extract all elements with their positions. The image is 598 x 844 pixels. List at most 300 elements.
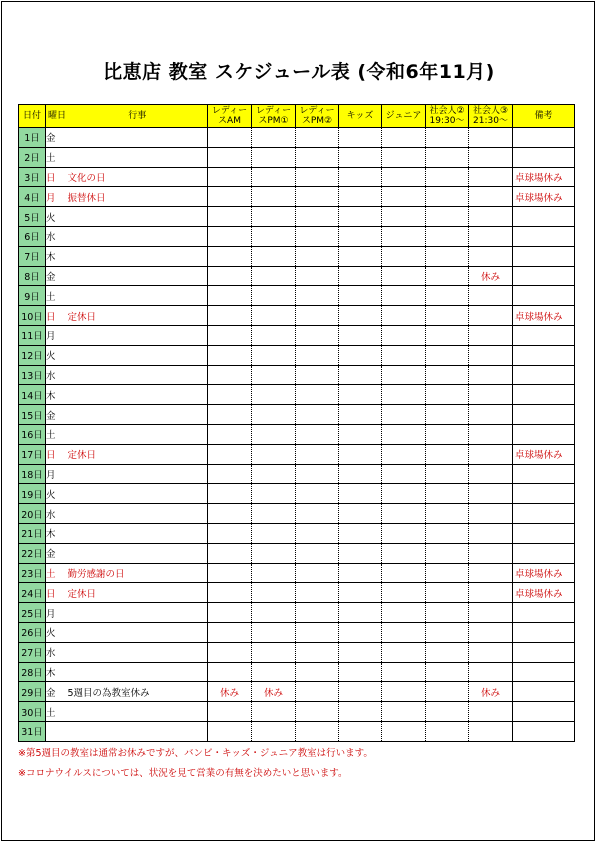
remarks-cell bbox=[513, 325, 575, 345]
table-row bbox=[19, 286, 575, 306]
slot-lady-pm1 bbox=[252, 167, 296, 187]
weekday-cell bbox=[46, 721, 68, 741]
event-cell bbox=[68, 266, 208, 286]
remarks-cell bbox=[513, 226, 575, 246]
slot-kids bbox=[339, 405, 382, 425]
slot-lady-am bbox=[208, 306, 252, 326]
event-cell bbox=[68, 603, 208, 623]
slot-lady-am bbox=[208, 504, 252, 524]
slot-adult3 bbox=[469, 504, 513, 524]
slot-adult2 bbox=[426, 345, 469, 365]
slot-junior bbox=[382, 405, 426, 425]
event-cell: 定休日 bbox=[68, 306, 208, 326]
remarks-cell: 卓球場休み bbox=[513, 167, 575, 187]
weekday-cell: 木 bbox=[46, 246, 68, 266]
date-cell: 11日 bbox=[19, 325, 46, 345]
slot-lady-pm1 bbox=[252, 504, 296, 524]
slot-adult3 bbox=[469, 563, 513, 583]
weekday-cell: 金 bbox=[46, 128, 68, 148]
date-cell: 24日 bbox=[19, 583, 46, 603]
slot-adult3 bbox=[469, 662, 513, 682]
slot-lady-am bbox=[208, 226, 252, 246]
slot-lady-am bbox=[208, 721, 252, 741]
slot-lady-pm1 bbox=[252, 306, 296, 326]
slot-junior bbox=[382, 622, 426, 642]
slot-lady-pm1 bbox=[252, 147, 296, 167]
slot-adult3 bbox=[469, 226, 513, 246]
slot-junior bbox=[382, 642, 426, 662]
event-cell: 定休日 bbox=[68, 444, 208, 464]
weekday-cell: 金 bbox=[46, 682, 68, 702]
slot-adult2 bbox=[426, 325, 469, 345]
remarks-cell bbox=[513, 385, 575, 405]
slot-junior bbox=[382, 345, 426, 365]
slot-lady-pm2 bbox=[296, 306, 339, 326]
weekday-cell: 水 bbox=[46, 504, 68, 524]
event-cell bbox=[68, 543, 208, 563]
slot-kids bbox=[339, 128, 382, 148]
slot-adult3 bbox=[469, 424, 513, 444]
remarks-cell bbox=[513, 642, 575, 662]
event-cell: 振替休日 bbox=[68, 187, 208, 207]
slot-adult3 bbox=[469, 385, 513, 405]
slot-lady-pm1 bbox=[252, 662, 296, 682]
slot-lady-am bbox=[208, 603, 252, 623]
slot-lady-pm1 bbox=[252, 702, 296, 722]
date-cell: 7日 bbox=[19, 246, 46, 266]
slot-kids bbox=[339, 444, 382, 464]
date-cell: 21日 bbox=[19, 523, 46, 543]
date-cell: 13日 bbox=[19, 365, 46, 385]
date-cell: 4日 bbox=[19, 187, 46, 207]
event-cell: 文化の日 bbox=[68, 167, 208, 187]
slot-junior bbox=[382, 444, 426, 464]
slot-lady-am bbox=[208, 444, 252, 464]
slot-lady-pm1 bbox=[252, 385, 296, 405]
remarks-cell bbox=[513, 702, 575, 722]
slot-adult3 bbox=[469, 187, 513, 207]
slot-junior bbox=[382, 306, 426, 326]
slot-adult2 bbox=[426, 405, 469, 425]
slot-lady-pm2 bbox=[296, 207, 339, 227]
slot-kids bbox=[339, 385, 382, 405]
slot-junior bbox=[382, 147, 426, 167]
slot-kids bbox=[339, 583, 382, 603]
event-cell bbox=[68, 424, 208, 444]
slot-lady-am bbox=[208, 662, 252, 682]
slot-adult3 bbox=[469, 484, 513, 504]
table-row bbox=[19, 583, 575, 603]
event-cell bbox=[68, 642, 208, 662]
slot-junior bbox=[382, 128, 426, 148]
date-cell: 17日 bbox=[19, 444, 46, 464]
slot-adult2 bbox=[426, 246, 469, 266]
table-row bbox=[19, 464, 575, 484]
remarks-cell bbox=[513, 365, 575, 385]
weekday-cell: 金 bbox=[46, 266, 68, 286]
remarks-cell bbox=[513, 484, 575, 504]
weekday-cell: 土 bbox=[46, 147, 68, 167]
table-row bbox=[19, 543, 575, 563]
event-cell bbox=[68, 147, 208, 167]
slot-kids bbox=[339, 662, 382, 682]
slot-junior bbox=[382, 424, 426, 444]
weekday-cell: 土 bbox=[46, 702, 68, 722]
slot-lady-pm2 bbox=[296, 583, 339, 603]
slot-kids bbox=[339, 563, 382, 583]
slot-adult3 bbox=[469, 246, 513, 266]
header-lady-pm1: レディー スPM① bbox=[252, 105, 296, 128]
table-row bbox=[19, 266, 575, 286]
weekday-cell: 水 bbox=[46, 365, 68, 385]
slot-kids bbox=[339, 642, 382, 662]
slot-adult2 bbox=[426, 543, 469, 563]
date-cell: 22日 bbox=[19, 543, 46, 563]
slot-kids bbox=[339, 147, 382, 167]
slot-lady-pm1 bbox=[252, 365, 296, 385]
slot-adult3 bbox=[469, 306, 513, 326]
event-cell bbox=[68, 385, 208, 405]
slot-lady-pm2 bbox=[296, 405, 339, 425]
slot-lady-pm2 bbox=[296, 365, 339, 385]
date-cell: 12日 bbox=[19, 345, 46, 365]
slot-junior bbox=[382, 207, 426, 227]
slot-kids bbox=[339, 226, 382, 246]
slot-lady-pm1: 休み bbox=[252, 682, 296, 702]
slot-junior bbox=[382, 504, 426, 524]
event-cell bbox=[68, 702, 208, 722]
event-cell bbox=[68, 523, 208, 543]
slot-lady-pm2 bbox=[296, 444, 339, 464]
slot-kids bbox=[339, 523, 382, 543]
slot-adult3 bbox=[469, 207, 513, 227]
slot-lady-am bbox=[208, 286, 252, 306]
slot-adult2 bbox=[426, 563, 469, 583]
slot-lady-am bbox=[208, 543, 252, 563]
slot-kids bbox=[339, 365, 382, 385]
slot-lady-pm2 bbox=[296, 424, 339, 444]
event-cell bbox=[68, 128, 208, 148]
weekday-cell: 月 bbox=[46, 187, 68, 207]
slot-junior bbox=[382, 484, 426, 504]
slot-adult3 bbox=[469, 365, 513, 385]
header-event: 行事 bbox=[68, 105, 208, 128]
remarks-cell bbox=[513, 424, 575, 444]
slot-junior bbox=[382, 167, 426, 187]
slot-junior bbox=[382, 523, 426, 543]
date-cell: 3日 bbox=[19, 167, 46, 187]
slot-junior bbox=[382, 226, 426, 246]
slot-junior bbox=[382, 603, 426, 623]
slot-adult2 bbox=[426, 147, 469, 167]
weekday-cell: 月 bbox=[46, 603, 68, 623]
header-lady-pm2: レディー スPM② bbox=[296, 105, 339, 128]
header-row bbox=[19, 105, 575, 128]
slot-adult2 bbox=[426, 523, 469, 543]
remarks-cell bbox=[513, 128, 575, 148]
slot-adult3 bbox=[469, 325, 513, 345]
slot-lady-pm2 bbox=[296, 504, 339, 524]
slot-lady-am bbox=[208, 266, 252, 286]
slot-adult2 bbox=[426, 603, 469, 623]
weekday-cell: 木 bbox=[46, 385, 68, 405]
slot-lady-am: 休み bbox=[208, 682, 252, 702]
table-row bbox=[19, 187, 575, 207]
header-date: 日付 bbox=[19, 105, 46, 128]
table-row bbox=[19, 702, 575, 722]
table-row bbox=[19, 444, 575, 464]
slot-lady-am bbox=[208, 187, 252, 207]
event-cell bbox=[68, 464, 208, 484]
remarks-cell bbox=[513, 603, 575, 623]
event-cell bbox=[68, 484, 208, 504]
schedule-table bbox=[18, 104, 575, 742]
slot-lady-pm2 bbox=[296, 721, 339, 741]
date-cell: 16日 bbox=[19, 424, 46, 444]
event-cell bbox=[68, 622, 208, 642]
date-cell: 9日 bbox=[19, 286, 46, 306]
slot-adult2 bbox=[426, 128, 469, 148]
table-row bbox=[19, 167, 575, 187]
slot-adult2 bbox=[426, 642, 469, 662]
event-cell bbox=[68, 246, 208, 266]
date-cell: 28日 bbox=[19, 662, 46, 682]
slot-adult2 bbox=[426, 662, 469, 682]
slot-junior bbox=[382, 543, 426, 563]
slot-lady-pm1 bbox=[252, 226, 296, 246]
header-remarks: 備考 bbox=[513, 105, 575, 128]
slot-kids bbox=[339, 187, 382, 207]
slot-kids bbox=[339, 167, 382, 187]
slot-lady-pm2 bbox=[296, 385, 339, 405]
table-row bbox=[19, 563, 575, 583]
weekday-cell: 土 bbox=[46, 286, 68, 306]
slot-lady-am bbox=[208, 385, 252, 405]
remarks-cell bbox=[513, 543, 575, 563]
slot-junior bbox=[382, 583, 426, 603]
date-cell: 27日 bbox=[19, 642, 46, 662]
slot-adult3 bbox=[469, 622, 513, 642]
event-cell bbox=[68, 365, 208, 385]
slot-lady-am bbox=[208, 365, 252, 385]
table-row bbox=[19, 325, 575, 345]
slot-adult3: 休み bbox=[469, 266, 513, 286]
slot-lady-am bbox=[208, 207, 252, 227]
slot-lady-am bbox=[208, 405, 252, 425]
slot-kids bbox=[339, 464, 382, 484]
slot-lady-am bbox=[208, 484, 252, 504]
slot-lady-pm1 bbox=[252, 246, 296, 266]
slot-adult3 bbox=[469, 167, 513, 187]
table-row bbox=[19, 603, 575, 623]
slot-lady-am bbox=[208, 424, 252, 444]
date-cell: 23日 bbox=[19, 563, 46, 583]
slot-lady-pm1 bbox=[252, 583, 296, 603]
event-cell bbox=[68, 345, 208, 365]
remarks-cell bbox=[513, 464, 575, 484]
slot-lady-pm1 bbox=[252, 563, 296, 583]
slot-lady-pm1 bbox=[252, 128, 296, 148]
slot-adult2 bbox=[426, 286, 469, 306]
slot-lady-pm1 bbox=[252, 523, 296, 543]
table-row bbox=[19, 147, 575, 167]
slot-lady-pm1 bbox=[252, 464, 296, 484]
slot-adult3 bbox=[469, 523, 513, 543]
weekday-cell: 日 bbox=[46, 444, 68, 464]
remarks-cell bbox=[513, 266, 575, 286]
table-row bbox=[19, 484, 575, 504]
weekday-cell: 火 bbox=[46, 207, 68, 227]
remarks-cell bbox=[513, 147, 575, 167]
remarks-cell bbox=[513, 345, 575, 365]
slot-lady-am bbox=[208, 702, 252, 722]
table-row bbox=[19, 424, 575, 444]
weekday-cell: 金 bbox=[46, 405, 68, 425]
weekday-cell: 火 bbox=[46, 345, 68, 365]
date-cell: 6日 bbox=[19, 226, 46, 246]
remarks-cell bbox=[513, 504, 575, 524]
remarks-cell bbox=[513, 682, 575, 702]
table-row bbox=[19, 405, 575, 425]
slot-lady-am bbox=[208, 642, 252, 662]
slot-kids bbox=[339, 504, 382, 524]
slot-lady-pm2 bbox=[296, 622, 339, 642]
slot-lady-am bbox=[208, 345, 252, 365]
table-row bbox=[19, 207, 575, 227]
slot-lady-pm2 bbox=[296, 266, 339, 286]
slot-kids bbox=[339, 721, 382, 741]
weekday-cell: 日 bbox=[46, 583, 68, 603]
slot-adult2 bbox=[426, 306, 469, 326]
remarks-cell: 卓球場休み bbox=[513, 306, 575, 326]
slot-lady-pm1 bbox=[252, 444, 296, 464]
slot-adult2 bbox=[426, 167, 469, 187]
header-adult3: 社会人③ 21:30～ bbox=[469, 105, 513, 128]
table-row bbox=[19, 345, 575, 365]
table-row bbox=[19, 385, 575, 405]
slot-adult2 bbox=[426, 444, 469, 464]
remarks-cell: 卓球場休み bbox=[513, 563, 575, 583]
slot-lady-pm2 bbox=[296, 563, 339, 583]
event-cell bbox=[68, 286, 208, 306]
slot-junior bbox=[382, 365, 426, 385]
slot-lady-pm1 bbox=[252, 484, 296, 504]
weekday-cell: 月 bbox=[46, 325, 68, 345]
slot-lady-am bbox=[208, 246, 252, 266]
date-cell: 5日 bbox=[19, 207, 46, 227]
remarks-cell: 卓球場休み bbox=[513, 444, 575, 464]
slot-lady-pm2 bbox=[296, 662, 339, 682]
slot-lady-am bbox=[208, 563, 252, 583]
date-cell: 10日 bbox=[19, 306, 46, 326]
slot-lady-pm2 bbox=[296, 523, 339, 543]
slot-adult2 bbox=[426, 622, 469, 642]
slot-adult3 bbox=[469, 444, 513, 464]
page-title: 比恵店 教室 スケジュール表 (令和6年11月) bbox=[103, 61, 495, 83]
remarks-cell bbox=[513, 286, 575, 306]
slot-junior bbox=[382, 721, 426, 741]
slot-lady-pm2 bbox=[296, 167, 339, 187]
table-row bbox=[19, 523, 575, 543]
event-cell: 勤労感謝の日 bbox=[68, 563, 208, 583]
slot-adult2 bbox=[426, 702, 469, 722]
slot-junior bbox=[382, 286, 426, 306]
weekday-cell: 水 bbox=[46, 642, 68, 662]
slot-kids bbox=[339, 286, 382, 306]
slot-lady-am bbox=[208, 147, 252, 167]
slot-lady-pm1 bbox=[252, 424, 296, 444]
slot-adult3 bbox=[469, 642, 513, 662]
slot-kids bbox=[339, 424, 382, 444]
weekday-cell: 水 bbox=[46, 226, 68, 246]
slot-lady-am bbox=[208, 167, 252, 187]
date-cell: 19日 bbox=[19, 484, 46, 504]
weekday-cell: 土 bbox=[46, 424, 68, 444]
slot-adult2 bbox=[426, 385, 469, 405]
slot-lady-pm2 bbox=[296, 187, 339, 207]
slot-adult2 bbox=[426, 365, 469, 385]
weekday-cell: 木 bbox=[46, 523, 68, 543]
slot-lady-pm1 bbox=[252, 207, 296, 227]
slot-lady-pm2 bbox=[296, 543, 339, 563]
table-row bbox=[19, 721, 575, 741]
slot-adult2 bbox=[426, 484, 469, 504]
event-cell: 5週目の為教室休み bbox=[68, 682, 208, 702]
slot-lady-pm2 bbox=[296, 702, 339, 722]
slot-kids bbox=[339, 266, 382, 286]
remarks-cell bbox=[513, 246, 575, 266]
slot-lady-am bbox=[208, 464, 252, 484]
slot-lady-pm1 bbox=[252, 266, 296, 286]
slot-lady-pm2 bbox=[296, 464, 339, 484]
slot-lady-pm2 bbox=[296, 147, 339, 167]
slot-adult2 bbox=[426, 424, 469, 444]
date-cell: 1日 bbox=[19, 128, 46, 148]
slot-lady-am bbox=[208, 128, 252, 148]
slot-lady-am bbox=[208, 583, 252, 603]
date-cell: 25日 bbox=[19, 603, 46, 623]
slot-junior bbox=[382, 325, 426, 345]
slot-adult2 bbox=[426, 583, 469, 603]
table-row bbox=[19, 622, 575, 642]
date-cell: 26日 bbox=[19, 622, 46, 642]
remarks-cell bbox=[513, 721, 575, 741]
remarks-cell bbox=[513, 662, 575, 682]
slot-adult2 bbox=[426, 682, 469, 702]
slot-junior bbox=[382, 563, 426, 583]
weekday-cell: 日 bbox=[46, 167, 68, 187]
slot-lady-pm1 bbox=[252, 721, 296, 741]
slot-lady-pm2 bbox=[296, 226, 339, 246]
weekday-cell: 土 bbox=[46, 563, 68, 583]
slot-lady-pm1 bbox=[252, 286, 296, 306]
slot-adult2 bbox=[426, 207, 469, 227]
slot-adult2 bbox=[426, 226, 469, 246]
slot-adult3 bbox=[469, 405, 513, 425]
event-cell bbox=[68, 207, 208, 227]
slot-adult3 bbox=[469, 603, 513, 623]
slot-junior bbox=[382, 702, 426, 722]
header-adult2: 社会人② 19:30～ bbox=[426, 105, 469, 128]
event-cell bbox=[68, 405, 208, 425]
table-row bbox=[19, 226, 575, 246]
slot-lady-pm2 bbox=[296, 246, 339, 266]
date-cell: 8日 bbox=[19, 266, 46, 286]
remarks-cell bbox=[513, 622, 575, 642]
slot-kids bbox=[339, 484, 382, 504]
slot-adult3 bbox=[469, 128, 513, 148]
table-row bbox=[19, 128, 575, 148]
